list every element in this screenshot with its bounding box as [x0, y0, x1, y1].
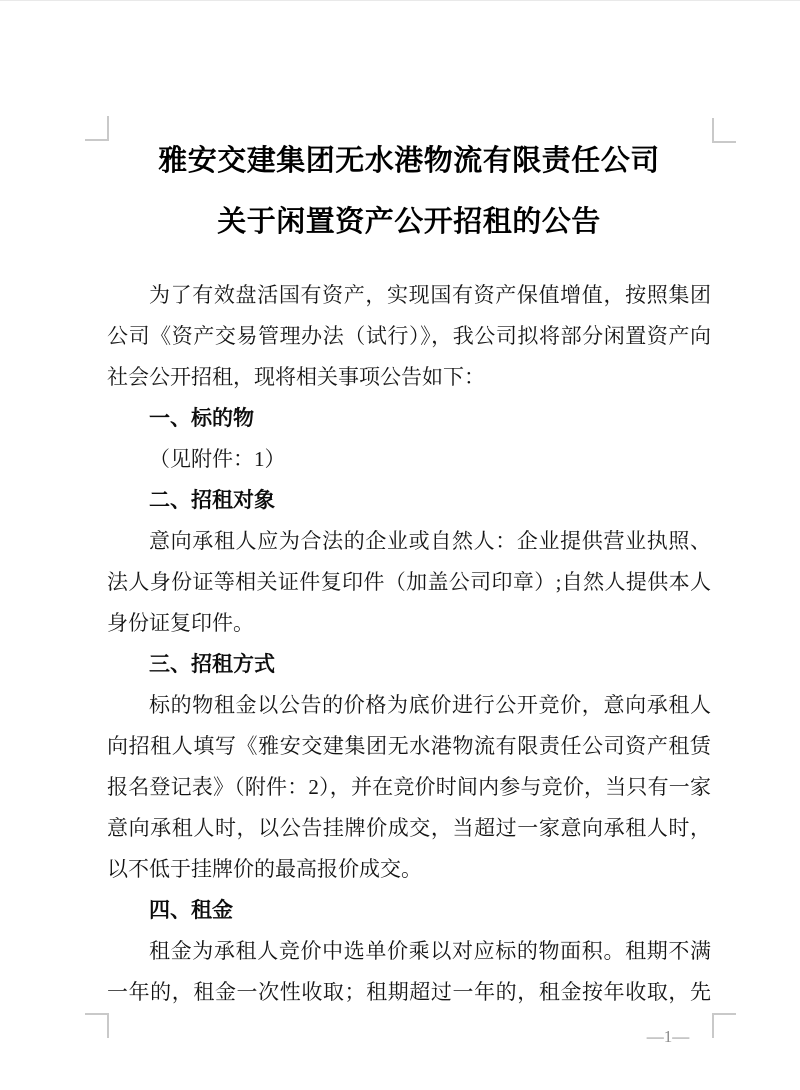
margin-crop-mark-top-left-icon — [85, 116, 109, 141]
document-title — [107, 131, 711, 253]
paragraph-bidding-line-5: 以不低于挂牌价的最高报价成交。 — [107, 857, 422, 881]
heading-2-target-lessees: 二、招租对象 — [149, 489, 275, 512]
margin-crop-mark-top-right-icon — [712, 118, 736, 143]
paragraph-lessee-line-2: 法人身份证等相关证件复印件（加盖公司印章）;自然人提供本人 — [107, 570, 711, 594]
paragraph-rent-line-2: 一年的，租金一次性收取；租期超过一年的，租金按年收取，先 — [107, 980, 711, 1004]
note-see-attachment-1: （见附件：1） — [149, 447, 286, 471]
paragraph-intro-line-2: 公司《资产交易管理办法（试行）》，我公司拟将部分闲置资产向 — [107, 324, 711, 348]
paragraph-lessee-line-1: 意向承租人应为合法的企业或自然人：企业提供营业执照、 — [149, 529, 711, 553]
document-text — [107, 275, 711, 1013]
paragraph-bidding-line-4: 意向承租人时，以公告挂牌价成交，当超过一家意向承租人时， — [107, 816, 711, 840]
margin-crop-mark-bottom-right-icon — [712, 1013, 736, 1038]
paragraph-intro-line-1: 为了有效盘活国有资产，实现国有资产保值增值，按照集团 — [149, 283, 711, 307]
document-body — [107, 131, 711, 1013]
paragraph-bidding-line-3: 报名登记表》（附件：2），并在竞价时间内参与竞价，当只有一家 — [107, 775, 711, 799]
paragraph-bidding-line-1: 标的物租金以公告的价格为底价进行公开竞价，意向承租人 — [149, 693, 711, 717]
paragraph-rent-line-1: 租金为承租人竞价中选单价乘以对应标的物面积。租期不满 — [149, 939, 711, 963]
margin-crop-mark-bottom-left-icon — [85, 1013, 109, 1038]
page-number: —1— — [646, 1027, 690, 1046]
heading-3-leasing-method: 三、招租方式 — [149, 653, 275, 676]
heading-4-rent: 四、租金 — [149, 899, 233, 922]
document-title-line-1: 雅安交建集团无水港物流有限责任公司 — [158, 145, 660, 177]
paragraph-lessee-line-3: 身份证复印件。 — [107, 611, 254, 635]
heading-1-subject-matter: 一、标的物 — [149, 407, 254, 430]
document-title-line-2: 关于闲置资产公开招租的公告 — [217, 206, 601, 238]
paragraph-intro-line-3: 社会公开招租，现将相关事项公告如下： — [107, 365, 485, 389]
paragraph-bidding-line-2: 向招租人填写《雅安交建集团无水港物流有限责任公司资产租赁 — [107, 734, 711, 758]
